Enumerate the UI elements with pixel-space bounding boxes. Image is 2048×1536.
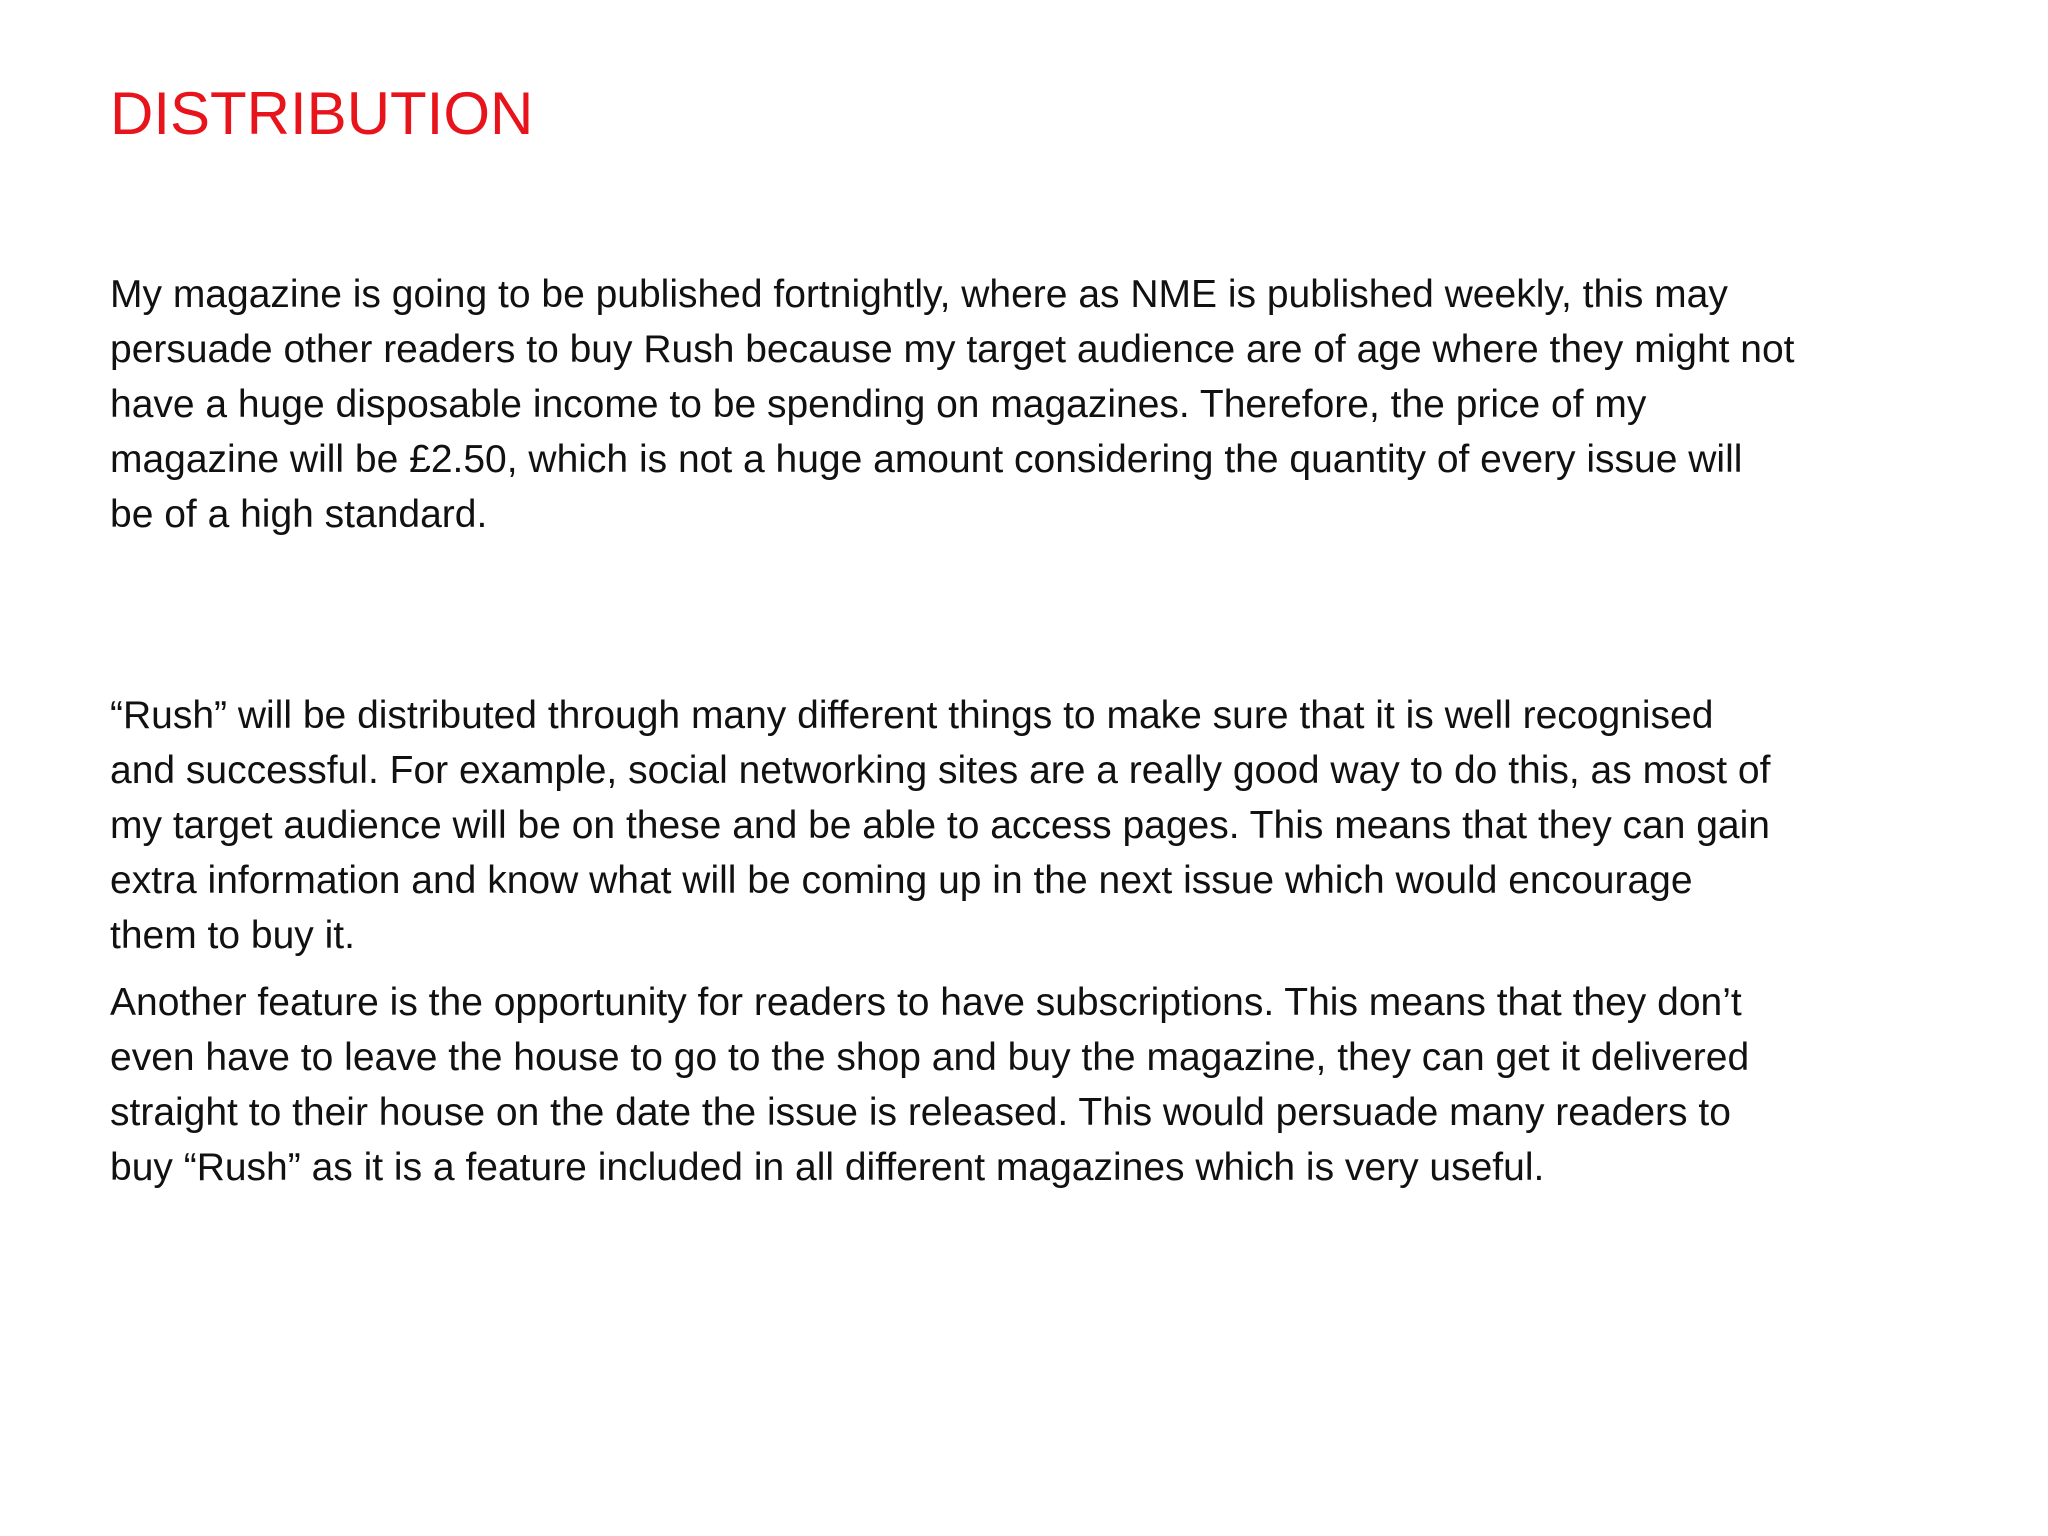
paragraph-publishing-price: [110, 267, 1960, 542]
paragraph-line: persuade other readers to buy Rush because my target audience are of age where they might not: [110, 328, 1795, 371]
paragraph-line: magazine will be £2.50, which is not a huge amount considering the quantity of every issue will: [110, 438, 1743, 481]
paragraph-line: my target audience will be on these and be able to access pages. This means that they can gain: [110, 804, 1770, 847]
paragraph-social-networking: [110, 688, 1960, 963]
paragraph-line: straight to their house on the date the issue is released. This would persuade many readers to: [110, 1091, 1731, 1134]
slide-title: DISTRIBUTION: [110, 80, 534, 147]
paragraph-line: Another feature is the opportunity for readers to have subscriptions. This means that they don’t: [110, 981, 1742, 1024]
paragraph-subscriptions: [110, 975, 1960, 1195]
paragraph-line: be of a high standard.: [110, 493, 488, 536]
paragraph-line: “Rush” will be distributed through many different things to make sure that it is well recognised: [110, 694, 1714, 737]
paragraph-line: have a huge disposable income to be spending on magazines. Therefore, the price of my: [110, 383, 1647, 426]
paragraph-line: and successful. For example, social networking sites are a really good way to do this, as most of: [110, 749, 1771, 792]
paragraph-line: extra information and know what will be coming up in the next issue which would encourage: [110, 859, 1693, 902]
paragraph-line: even have to leave the house to go to the shop and buy the magazine, they can get it delivered: [110, 1036, 1750, 1079]
paragraph-line: buy “Rush” as it is a feature included in all different magazines which is very useful.: [110, 1146, 1545, 1189]
paragraph-line: My magazine is going to be published fortnightly, where as NME is published weekly, this may: [110, 273, 1728, 316]
paragraph-line: them to buy it.: [110, 914, 355, 957]
